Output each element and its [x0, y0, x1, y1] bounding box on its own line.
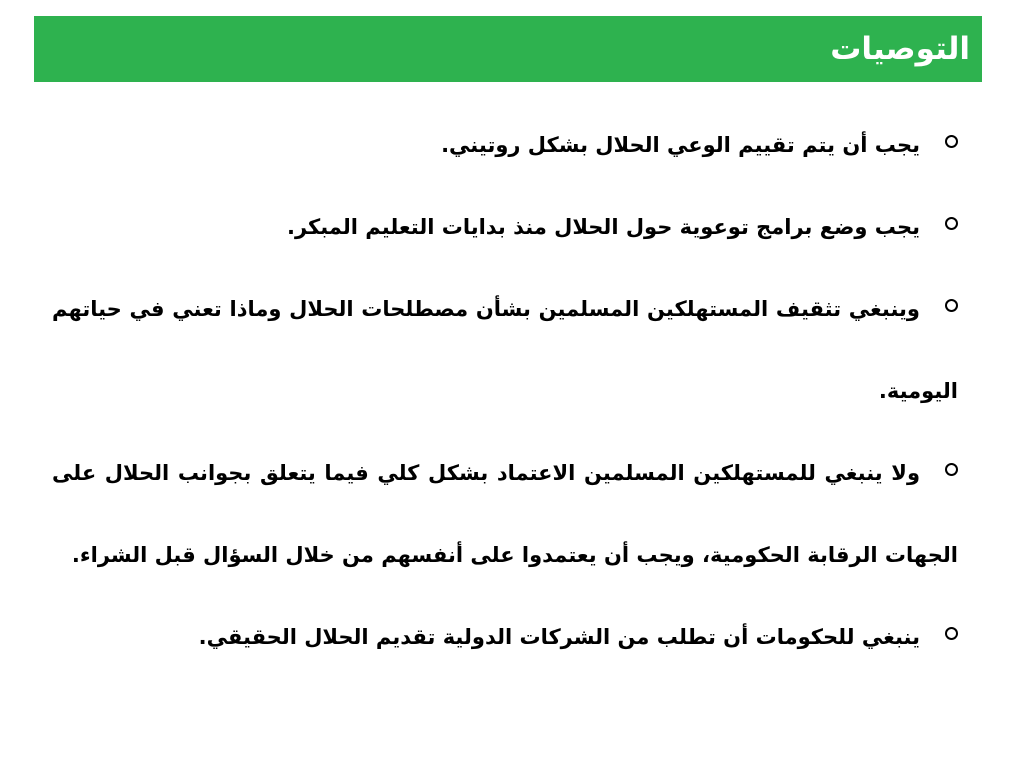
hollow-circle-bullet-icon [945, 627, 958, 640]
recommendations-list [52, 104, 958, 678]
list-item [52, 268, 958, 432]
list-item [52, 596, 958, 678]
slide-title: التوصيات [830, 30, 970, 67]
list-item-text: يجب وضع برامج توعوية حول الحلال منذ بدايات التعليم المبكر. [286, 215, 920, 239]
list-item [52, 186, 958, 268]
hollow-circle-bullet-icon [945, 217, 958, 230]
content-area [52, 104, 958, 678]
list-item [52, 432, 958, 596]
list-item [52, 104, 958, 186]
list-item-text: وينبغي تثقيف المستهلكين المسلمين بشأن مصطلحات الحلال وماذا تعني في حياتهم اليومية. [52, 297, 958, 403]
list-item-text: ولا ينبغي للمستهلكين المسلمين الاعتماد بشكل كلي فيما يتعلق بجوانب الحلال على الجهات الرقابة الحكومية، ويجب أن يعتمدوا على أنفسهم من خلال السؤال قبل الشراء. [52, 461, 958, 567]
hollow-circle-bullet-icon [945, 463, 958, 476]
hollow-circle-bullet-icon [945, 135, 958, 148]
list-item-text: ينبغي للحكومات أن تطلب من الشركات الدولية تقديم الحلال الحقيقي. [198, 625, 920, 649]
title-bar [34, 16, 982, 82]
hollow-circle-bullet-icon [945, 299, 958, 312]
list-item-text: يجب أن يتم تقييم الوعي الحلال بشكل روتيني. [441, 133, 920, 157]
